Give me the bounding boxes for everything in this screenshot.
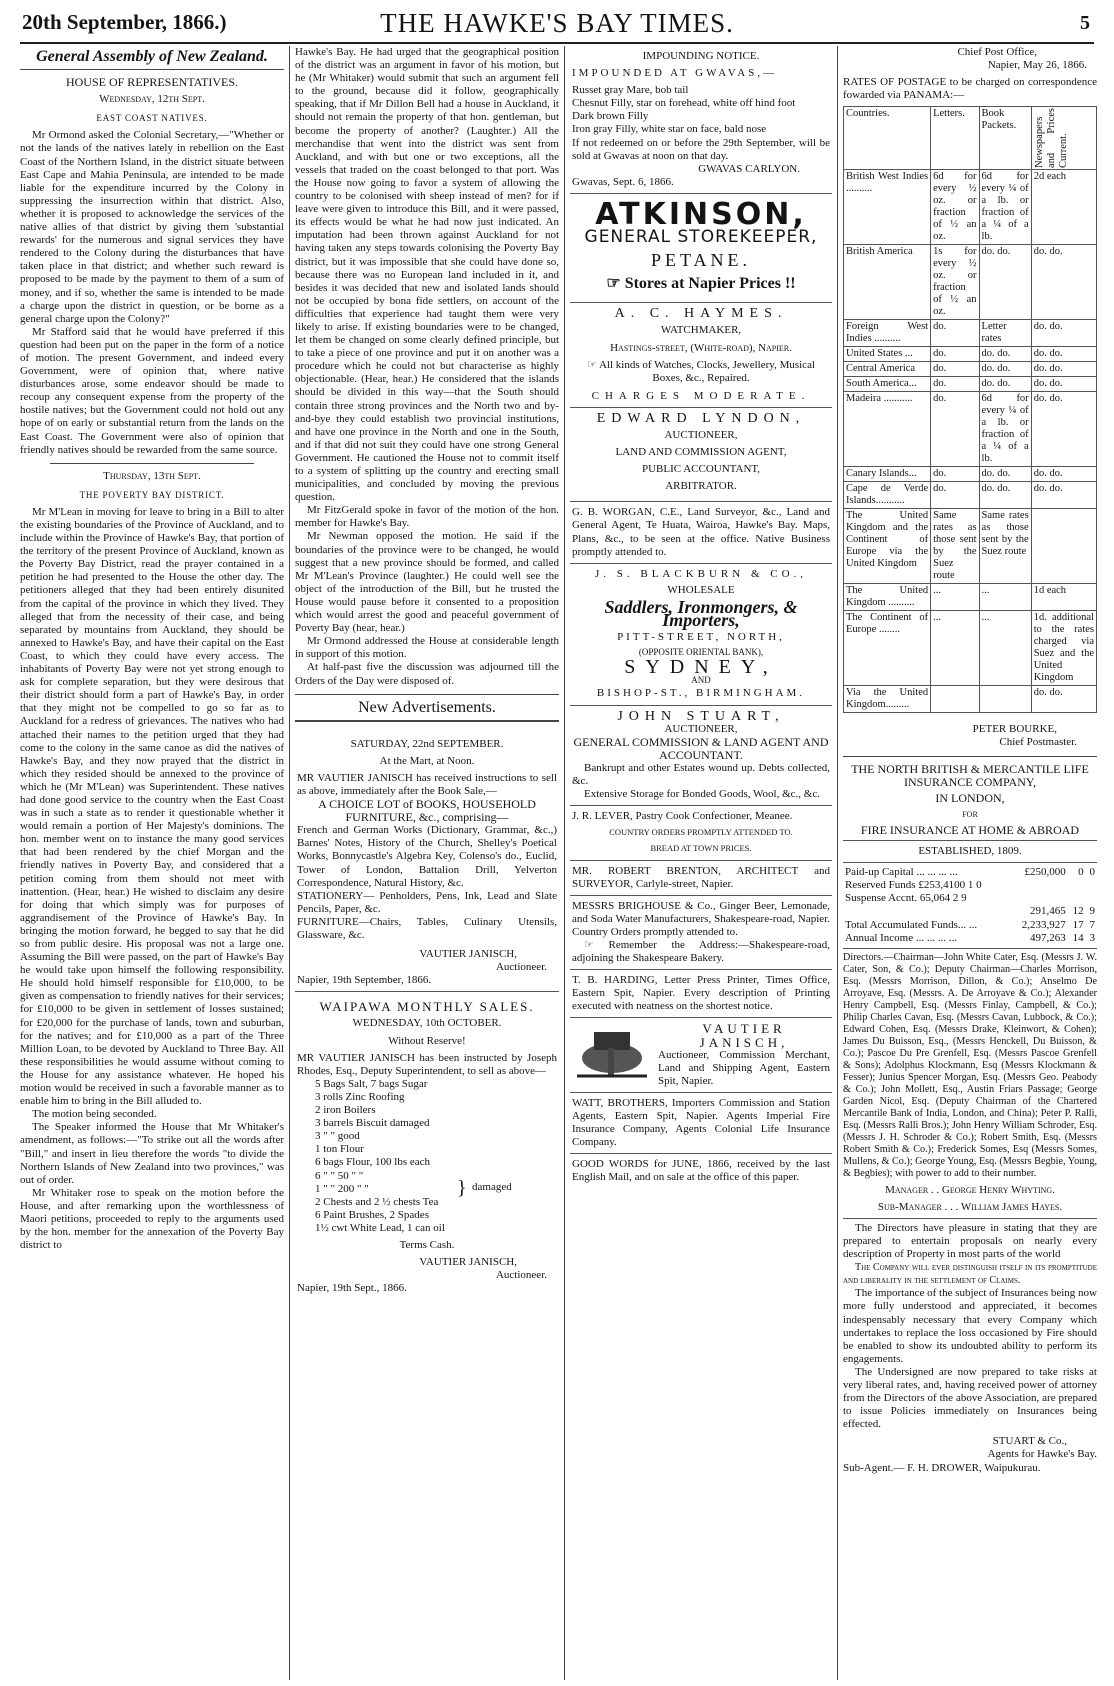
table-cell: 1d. additional to the rates charged via Suez and the United Kingdom <box>1031 611 1096 686</box>
notice-date: Gwavas, Sept. 6, 1866. <box>572 175 674 188</box>
table-cell: 1d each <box>1031 584 1096 611</box>
funds-row <box>843 905 1097 918</box>
funds-cell: 14 <box>1072 931 1084 944</box>
sale-item: 3 barrels Biscuit damaged <box>315 1117 430 1130</box>
funds-cell: 0 <box>1089 866 1095 879</box>
paragraph: The Directors have pleasure in stating that they are prepared to entertain proposals on nearly every description of Property in most parts of the world <box>843 1221 1097 1261</box>
sale-furniture: FURNITURE—Chairs, Tables, Culinary Utensils, Glassware, &c. <box>297 915 557 941</box>
funds-cell <box>1086 879 1097 892</box>
notice-note: If not redeemed on or before the 29th September, will be sold at Gwavas at noon on that day. <box>572 136 830 162</box>
table-cell: do. do. <box>1031 377 1096 392</box>
sale-books: French and German Works (Dictionary, Grammar, &c.,) Barnes' Notes, History of the Church, Shelley's Poetical Works, Bonnycastle's Algebra Key, Colenso's do., Euclid, Tower of London, Battalion Drill, Yelverton Correspondence, Natural History, &c. <box>297 824 557 889</box>
table-cell: ... <box>979 611 1031 686</box>
advertiser-line: PUBLIC ACCOUNTANT, <box>641 463 761 476</box>
table-cell <box>1031 509 1096 584</box>
table-row <box>844 320 1097 347</box>
funds-cell <box>1068 879 1086 892</box>
table-row <box>844 584 1097 611</box>
table-cell: do. do. <box>1031 347 1096 362</box>
paragraph: Mr Stafford said that he would have preferred if this question had been put on the paper in the form of a notice of motion. The present Government, and indeed every Government, were of opinion that, where native disturbances arose, some endeavor should be made to recoup any consequent expense from the property of the hostile natives; but the Government could not hold out any hope of on early or substantial return from the lands on the East Coast. The Government were also of opinion that friendly natives should be rewarded from the same source. <box>20 325 284 456</box>
auctioneer-name: VAUTIER JANISCH, <box>419 1256 517 1269</box>
funds-table <box>843 866 1097 945</box>
topic-heading: THE POVERTY BAY DISTRICT. <box>79 489 225 500</box>
funds-cell: 2,233,927 <box>1021 918 1066 931</box>
column-2 <box>295 46 559 1682</box>
insurance-advertisement <box>843 763 1097 1475</box>
table-cell: do. do. <box>979 245 1031 320</box>
table-cell: Cape de Verde Islands........... <box>844 482 931 509</box>
remember-text: Remember the Address:—Shakespeare-road, adjoining the Shakespeare Bakery. <box>572 938 830 965</box>
table-cell: do. do. <box>1031 392 1096 467</box>
blackburn-advertisement <box>570 564 832 706</box>
advertiser-line: WHOLESALE <box>667 583 735 596</box>
column-4 <box>843 46 1097 1682</box>
paragraph: The Company will ever distinguish itself in its promptitude and liberality in the settlement of Claims. <box>843 1262 1097 1287</box>
sale-reserve: Without Reserve! <box>388 1034 466 1047</box>
advertisement-text: GOOD WORDS for JUNE, 1866, received by the last English Mail, and on sale at the office of this paper. <box>572 1158 830 1184</box>
table-cell: Via the United Kingdom......... <box>844 686 931 713</box>
table-cell <box>931 686 979 713</box>
postage-rates-body <box>844 170 1097 713</box>
table-cell: British America <box>844 245 931 320</box>
paragraph: Hawke's Bay. He had urged that the geographical position of the district was an argument in favor of his motion, but he (Mr Whitaker) would submit that such an argument fell to the ground, because did it follow, geographically speaking, that if Mr Dillon Bell had a house in Auckland, it should not remain the property of that hon. gentleman, but become the property of another? (Laughter.) All the merchandise that went into the district was sent from Auckland, and with but one or two exceptions, all the vessels that traded on the coast belonged to that port. Was the House now going to favor a system of allowing the country to be colonised with sheep instead of men? for if leave were given to introduce this Bill, and it were passed, its effects would be what he had now just indicated. An imputation had been thrown against Auckland for not having taken any steps towards colonising the Poverty Bay district, but it was impossible that she could have done so, because there was no European land included in it, and besides it was decided that new and isolated lands should not be occupied by bona fide settlers, on account of the difficulties that experience had taught them were very likely to arise. If existing boundaries were to be changed, let them be changed on some clearly defined principle, but to take a piece of one province and put it on another was a procedure which he could not but characterise as highly objectionable. (Hear, hear.) He considered that the islands should be divided in this way—that the South should contain three strong provinces and the North two and by-and-bye they could establish two provincial institutions, and have one province in the North and one in the South, and if that did not suit they could have one strong General Government. He cautioned the House not to commit itself to a system of splitting up the country and erecting small municipalities, and concluded by moving the previous question. <box>295 46 559 504</box>
pointing-hand-icon: ☞ <box>584 938 609 951</box>
table-cell: do. <box>931 482 979 509</box>
advertiser-line: LAND AND COMMISSION AGENT, <box>615 446 787 459</box>
advertiser-line: ARBITRATOR. <box>665 480 737 493</box>
notice-title: IMPOUNDING NOTICE. <box>642 50 760 62</box>
sale-stationery: STATIONERY— Penholders, Pens, Ink, Lead and Slate Pencils, Paper, &c. <box>297 889 557 915</box>
sale-title: WAIPAWA MONTHLY SALES. <box>319 999 535 1015</box>
sub-agent-line: Sub-Agent.— F. H. DROWER, Waipukurau. <box>843 1461 1041 1474</box>
notice-line: Chesnut Filly, star on forehead, white off hind foot <box>572 97 796 110</box>
table-cell: do. do. <box>1031 482 1096 509</box>
advertisement-text: WATT, BROTHERS, Importers Commission and Station Agents, Eastern Spit, Napier. Agents Imperial Fire Insurance Company, Agents Colonial Life Insurance Company. <box>572 1096 830 1149</box>
advertiser-city: SYDNEY, <box>624 656 778 679</box>
table-cell: do. do. <box>1031 320 1096 347</box>
day-heading: Wednesday, 12th Sept. <box>99 93 205 106</box>
table-row <box>844 611 1097 686</box>
paragraph: Mr Ormond asked the Colonial Secretary,—"Whether or not the lands of the natives lately in rebellion on the East Coast of the Northern Island, in the district situate between East Cape and Mahia Peninsula, are intended to be made liable for the expenditure incurred by the Colony in suppressing the insurrection within that district. Also, whether it is proposed to acknowledge the services of the native allies of that district by giving them 'substantial rewards' for the numerous and signal services they have rendered to the Colony during the disturbances that have taken place in that district; and whether such reward is proposed to be made by the payment to them of a sum of money, and if so, whether the same is intended to be made a charge upon the district in question, or be borne as a general charge upon the Colony?" <box>20 129 284 325</box>
advertiser-name: J. S. BLACKBURN & CO., <box>594 567 808 580</box>
advertiser-address: Hastings-street, (White-road), Napier. <box>610 341 792 354</box>
advertiser-line: AND <box>691 675 711 686</box>
table-cell: 6d for every ¼ of a lb. or fraction of a ¼ of a lb. <box>979 392 1031 467</box>
paragraph: Mr Ormond addressed the House at considerable length in support of this motion. <box>295 635 559 661</box>
paragraph: At half-past five the discussion was adjourned till the Orders of the Day were disposed of. <box>295 661 559 687</box>
advertisement-text: G. B. WORGAN, C.E., Land Surveyor, &c., Land and General Agent, Te Huata, Wairoa, Hawke's Bay. Maps, Plans, &c., to be seen at the office. Native Business promptly attended to. <box>572 506 830 558</box>
page-number: 5 <box>1080 12 1090 34</box>
notice-intro: IMPOUNDED AT GWAVAS,— <box>572 67 778 80</box>
company-business: FIRE INSURANCE AT HOME & ABROAD <box>860 822 1080 837</box>
section-title: General Assembly of New Zealand. <box>36 48 268 65</box>
auctioneer-role: Auctioneer. <box>495 1269 547 1282</box>
harding-advertisement <box>570 970 832 1018</box>
table-cell: The United Kingdom .......... <box>844 584 931 611</box>
postmaster-name: PETER BOURKE, <box>972 723 1057 736</box>
good-words-advertisement <box>570 1154 832 1188</box>
table-cell: Letter rates <box>979 320 1031 347</box>
notice-signature: GWAVAS CARLYON. <box>698 162 800 175</box>
table-cell: ... <box>931 611 979 686</box>
advertiser-line: AUCTIONEER, <box>664 428 738 441</box>
sale-item: 5 Bags Salt, 7 bags Sugar <box>315 1077 428 1090</box>
sale-place: At the Mart, at Noon. <box>379 754 475 767</box>
funds-cell: 12 <box>1072 905 1084 918</box>
column-header: Countries. <box>844 107 931 170</box>
funds-cell: Annual Income ... ... ... ... <box>845 931 958 944</box>
table-row <box>844 377 1097 392</box>
lever-advertisement <box>570 806 832 860</box>
charges-line: CHARGES MODERATE. <box>591 389 811 402</box>
funds-cell: Paid-up Capital ... ... ... ... <box>845 866 958 879</box>
table-row <box>844 392 1097 467</box>
table-cell: The Continent of Europe ........ <box>844 611 931 686</box>
funds-cell <box>1086 892 1097 905</box>
advertiser-trade: Saddlers, Ironmongers, & Importers, <box>604 596 798 630</box>
table-cell: do. do. <box>979 482 1031 509</box>
table-header-row <box>844 107 1097 170</box>
funds-cell <box>1068 892 1086 905</box>
funds-cell <box>1011 879 1068 892</box>
table-cell <box>979 686 1031 713</box>
funds-row <box>843 892 1097 905</box>
advertisement-text: MR. ROBERT BRENTON, ARCHITECT and SURVEYOR, Carlyle-street, Napier. <box>572 864 830 890</box>
advertiser-line: COUNTRY ORDERS PROMPTLY ATTENDED TO. <box>609 827 793 838</box>
table-cell: do. <box>931 392 979 467</box>
janisch-advertisement <box>570 1018 832 1092</box>
pointing-hand-icon: ☞ <box>586 358 599 371</box>
table-cell: South America... <box>844 377 931 392</box>
table-cell: do. do. <box>1031 245 1096 320</box>
notice-line: Iron gray Filly, white star on face, bald nose <box>572 123 767 136</box>
column-rule <box>837 46 838 1680</box>
advertisement-text: T. B. HARDING, Letter Press Printer, Times Office, Eastern Spit, Napier. Every description of Printing executed with neatness on the shortest notice. <box>572 974 830 1013</box>
sale-intro: MR VAUTIER JANISCH has received instructions to sell as above, immediately after the Book Sale,— <box>297 771 557 797</box>
sale-item: 3 " " good <box>315 1130 360 1143</box>
auctioneer-role: Auctioneer. <box>495 961 547 974</box>
table-row <box>844 482 1097 509</box>
table-cell: do. do. <box>1031 686 1096 713</box>
new-advertisements-heading: New Advertisements. <box>358 698 496 716</box>
atkinson-advertisement <box>570 194 832 303</box>
prices-text: Stores at Napier Prices !! <box>624 275 796 293</box>
sale-date-line: Napier, 19th Sept., 1866. <box>297 1282 407 1295</box>
advertiser-name: VAUTIER JANISCH, <box>699 1021 789 1050</box>
funds-cell: 0 <box>1078 866 1084 879</box>
haymes-advertisement <box>570 303 832 408</box>
funds-row <box>843 932 1097 945</box>
post-office-name: Chief Post Office, <box>957 46 1037 58</box>
advertiser-line: BREAD AT TOWN PRICES. <box>650 843 752 854</box>
issue-date: 20th September, 1866.) <box>22 10 227 34</box>
sale-item: 2 iron Boilers <box>315 1104 376 1117</box>
funds-cell: 9 <box>1089 905 1095 918</box>
newspaper-title: THE HAWKE'S BAY TIMES. <box>380 8 734 38</box>
paragraph: The importance of the subject of Insurances being now more fully understood and appreciated, it becomes indespensably necessary that every Company which undertakes to replace the loss occasioned by Fire should be enabled to show its undoubted ability to perform its engagements. <box>843 1287 1097 1365</box>
table-cell: ... <box>931 584 979 611</box>
postage-rates-table <box>843 106 1097 713</box>
sale-item-list <box>297 1078 557 1235</box>
sale-item: 6 Paint Brushes, 2 Spades <box>315 1208 429 1221</box>
advertiser-line: GENERAL COMMISSION & LAND AGENT AND ACCOUNTANT. <box>573 734 829 762</box>
column-header: Book Packets. <box>979 107 1031 170</box>
table-cell: do. <box>931 377 979 392</box>
agent-name: STUART & Co., <box>992 1435 1067 1448</box>
topic-heading: EAST COAST NATIVES. <box>96 113 208 124</box>
funds-cell: Suspense Accnt. 65,064 2 9 <box>845 892 967 905</box>
column-rule <box>289 46 290 1680</box>
advertiser-place: PETANE. <box>650 250 752 271</box>
sale-item: 3 rolls Zinc Roofing <box>315 1090 405 1103</box>
funds-cell: Reserved Funds £253,4100 1 0 <box>845 879 982 892</box>
table-cell: do. <box>931 362 979 377</box>
table-cell: 2d each <box>1031 170 1096 245</box>
funds-cell: 497,263 <box>1030 931 1066 944</box>
table-row <box>844 467 1097 482</box>
advertisement-text: MESSRS BRIGHOUSE & Co., Ginger Beer, Lemonade, and Soda Water Manufacturers, Shakespeare-road, Napier. Country Orders promptly attended to. <box>572 899 830 938</box>
advertiser-line: Auctioneer, Commission Merchant, Land and Shipping Agent, Eastern Spit, Napier. <box>658 1048 830 1087</box>
manager-line: Manager . . George Henry Whyting. <box>885 1183 1055 1196</box>
stuart-advertisement <box>570 706 832 807</box>
paragraph: The motion being seconded. <box>32 1108 157 1121</box>
column-3 <box>570 46 832 1682</box>
table-cell: Madeira ........... <box>844 392 931 467</box>
paragraph: The Speaker informed the House that Mr Whitaker's amendment, as follows:—"To strike out all the words after "Bill," and insert in lieu therefore the words "to divide the Northern Islands of New Zealand into two provinces," was out of order. <box>20 1121 284 1186</box>
paragraph: The Undersigned are now prepared to take risks at very liberal rates, and, having received power of attorney from the Directors of the above Association, are prepared to issue Policies immediately on Insurances being effected. <box>843 1365 1097 1431</box>
sale-item: 1 " " 200 " " <box>315 1182 369 1195</box>
damaged-note: damaged <box>472 1180 512 1193</box>
postmaster-role: Chief Postmaster. <box>999 736 1077 749</box>
advertisement-remember <box>572 939 830 965</box>
paragraph: Mr M'Lean in moving for leave to bring in a Bill to alter the existing boundaries of the Province of Auckland, and to include within the Province of Hawke's Bay, that portion of the territory of the present Province of Auckland, known as the Poverty Bay District, read the prayer contained in a petition he had presented to the House the other day. The petitioners alleged that they had been entirely disunited from the capital of the province in which they lived. They alleged that from the necessity of their case, and being separated by mountains from Auckland, they should be annexed to Hawke's Bay, and have their capital on the East Coast, to which they could have every access. The inhabitants of Poverty Bay were not yet strong enough to ask for complete separation, but they were desirous that their district should form a part of Hawke's Bay, in order that they might not be compelled to go so far as to Auckland for a redress of grievances. The natives who had attached their names to the petition urged that they had come to the colony in the same canoe as did the natives of Hawke's Bay, and they now prayed that the district in which they resided should be annexed to the province of which he (Mr M'Lean) was Superintendent. These natives had done good service to the country when the East Coast was in such a state as to render it questionable whether it would remain a portion of Her Majesty's dominions. The hon. member went on to instance the many good services that had been rendered by the chief Morgan and the friendly natives in Poverty Bay, and considered that a petition coming from them should not meet with inattention. (Hear, hear.) He wished to disclaim any desire for doing that which simply was for purposes of aggrandisement of the Province of Hawke's Bay. In bringing the motion forward, he begged to say that he did so from public desire. His proposal was not a large one. Assuming the Bill were passed, on the part of Hawke's Bay he would take upon himself the following responsibility. He should hold himself responsible for £10,000, to be given as compensation to friendly natives for their services; for £10,000 to be given in settlement of losses sustained; for £20,000 for the purchase of lands, town and suburban, for the natives; and for £10,000 as a part of the Three Million Loan, to be devoted by Auckland to Three Bay. All these responsibilities he would assume without coming to the House for any assistance whatever. He hoped his motion would be received in such a favorable manner as to enable him to bring in the Bill alluded to. <box>20 505 284 1108</box>
column-header-text: Newspapers and Prices Current. <box>1033 108 1069 169</box>
column-header: Letters. <box>931 107 979 170</box>
sale-advertisement <box>295 728 559 993</box>
company-for: FOR <box>962 809 978 819</box>
column-1 <box>20 46 284 1682</box>
table-cell: do. do. <box>1031 467 1096 482</box>
table-cell: Central America <box>844 362 931 377</box>
funds-cell: 291,465 <box>1030 905 1066 918</box>
stock-line <box>572 359 830 385</box>
postage-intro: RATES OF POSTAGE to be charged on correspondence fowarded via PANAMA:— <box>843 76 1097 102</box>
funds-row <box>843 919 1097 932</box>
column-rule <box>564 46 565 1680</box>
funds-table-body <box>843 866 1097 945</box>
notice-line: Russet gray Mare, bob tail <box>572 84 689 97</box>
sub-manager-line: Sub-Manager . . . William James Hayes. <box>877 1200 1063 1213</box>
sale-item: 6 bags Flour, 100 lbs each <box>315 1156 431 1169</box>
table-row <box>844 362 1097 377</box>
agent-role: Agents for Hawke's Bay. <box>987 1448 1097 1461</box>
advertiser-name: J. R. LEVER, Pastry Cook Confectioner, Meanee. <box>572 810 793 823</box>
table-row <box>844 347 1097 362</box>
advertiser-name: EDWARD LYNDON, <box>596 410 806 426</box>
advertiser-line: PITT-STREET, NORTH, <box>617 631 785 644</box>
table-cell: Same rates as those sent by the Suez route <box>931 509 979 584</box>
lyndon-advertisement <box>570 408 832 502</box>
advertiser-name: A. C. HAYMES. <box>614 306 788 322</box>
advertiser-name: ATKINSON, <box>595 196 807 232</box>
table-cell: 1s for every ½ oz. or fraction of ½ an oz. <box>931 245 979 320</box>
funds-cell <box>1011 892 1068 905</box>
impounding-notice <box>570 46 832 194</box>
notice-line: Dark brown Filly <box>572 110 649 123</box>
stock-text: All kinds of Watches, Clocks, Jewellery, Musical Boxes, &c., Repaired. <box>598 358 816 384</box>
table-row <box>844 170 1097 245</box>
sale-date: SATURDAY, 22nd SEPTEMBER. <box>350 737 504 750</box>
table-cell: 6d for every ¼ of a lb. or fraction of a ¼ of a lb. <box>979 170 1031 245</box>
advertiser-line: Bankrupt and other Estates wound up. Debts collected, &c. <box>572 761 830 788</box>
sale-intro: MR VAUTIER JANISCH has been instructed by Joseph Rhodes, Esq., Deputy Superintendent, to sell as above— <box>297 1051 557 1077</box>
funds-cell: £250,000 <box>1024 866 1066 879</box>
watt-advertisement <box>570 1093 832 1154</box>
brighouse-advertisement <box>570 896 832 970</box>
column-header <box>1031 107 1096 170</box>
table-cell: United States ... <box>844 347 931 362</box>
brenton-advertisement <box>570 861 832 896</box>
advertiser-line: Extensive Storage for Bonded Goods, Wool, &c., &c. <box>584 788 820 801</box>
pointing-hand-icon: ☞ <box>606 275 625 293</box>
funds-cell: 17 <box>1072 918 1084 931</box>
sale-terms: Terms Cash. <box>399 1238 455 1251</box>
post-office-date: Napier, May 26, 1866. <box>987 59 1087 72</box>
prices-line <box>572 275 830 293</box>
sale-item: 1½ cwt White Lead, 1 can oil <box>315 1221 445 1234</box>
table-cell: Foreign West Indies .......... <box>844 320 931 347</box>
sale-lot: A CHOICE LOT of BOOKS, HOUSEHOLD FURNITURE, &c., comprising— <box>318 797 536 825</box>
funds-cell: Total Accumulated Funds... ... <box>845 918 978 931</box>
waipawa-sale-advertisement <box>295 992 559 1299</box>
table-row <box>844 509 1097 584</box>
table-cell: British West Indies .......... <box>844 170 931 245</box>
company-location: IN LONDON, <box>935 790 1005 805</box>
advertiser-trade: GENERAL STOREKEEPER, <box>584 227 818 248</box>
table-cell: do. <box>931 467 979 482</box>
brace-icon: } <box>457 1176 467 1199</box>
funds-cell: 7 <box>1089 918 1095 931</box>
table-cell: Canary Islands... <box>844 467 931 482</box>
masthead <box>20 6 1094 44</box>
table-cell: do. do. <box>979 362 1031 377</box>
sale-item: 2 Chests and 2 ½ chests Tea <box>315 1195 439 1208</box>
sale-date: WEDNESDAY, 10th OCTOBER. <box>352 1017 502 1030</box>
table-cell: do. do. <box>1031 362 1096 377</box>
company-established: ESTABLISHED, 1809. <box>918 845 1022 858</box>
table-cell: ... <box>979 584 1031 611</box>
table-cell: do. do. <box>979 467 1031 482</box>
advertiser-name: JOHN STUART, <box>617 708 785 724</box>
day-heading: Thursday, 13th Sept. <box>103 469 201 482</box>
table-row <box>844 245 1097 320</box>
table-cell: do. do. <box>979 347 1031 362</box>
table-cell: do. <box>931 320 979 347</box>
sale-item: 1 ton Flour <box>315 1143 364 1156</box>
paragraph: Mr Newman opposed the motion. He said if the boundaries of the province were to be changed, he would suggest that a new province should be formed, and called Mr M'Lean's Province (laughter.) He could well see the object of the introduction of the Bill, but he trusted the House would pause before it consented to a proposition which would arrest the good and peaceful government of Poverty Bay (hear, hear.) <box>295 530 559 635</box>
funds-row <box>843 879 1097 892</box>
auction-hammer-illustration <box>572 1024 652 1082</box>
worgan-advertisement <box>570 502 832 563</box>
paragraph: Mr Whitaker rose to speak on the motion before the House, and after remarking upon the worthlessness of Maori petitions, proceeded to reply to the arguments used by the hon. member for the annexation of the Poverty Bay district to <box>20 1186 284 1252</box>
table-row <box>844 686 1097 713</box>
table-cell: 6d for every ½ oz. or fraction of ½ an oz. <box>931 170 979 245</box>
funds-row <box>843 866 1097 879</box>
sale-date-line: Napier, 19th September, 1866. <box>297 974 432 987</box>
table-cell: do. <box>931 347 979 362</box>
paragraph: Mr FitzGerald spoke in favor of the motion of the hon. member for Hawke's Bay. <box>295 504 559 530</box>
table-cell: Same rates as those sent by the Suez route <box>979 509 1031 584</box>
company-name: THE NORTH BRITISH & MERCANTILE LIFE INSURANCE COMPANY, <box>851 761 1089 789</box>
directors-list: Directors.—Chairman—John White Cater, Esq. (Messrs J. W. Cater, Son, & Co.); Deputy Chairman—Charles Morrison, Esq. (Messrs Morrison, Dillon, & Co.); Anselmo De Arroyave, Esq. (Messrs. A. De Arroyave & Co.); Alexander Henry Campbell, Esq. (Messrs Finlay, Campbell, & Co.); Philip Charles Cavan, Esq. (Messrs Cavan, Lubbock, & Co.); Edward Cohen, Esq. (Messrs Drake, Kleinwort, & Cohen); James Du Buisson, Esq., (Messrs Henckell, Du Buisson, & Co.); Pascoe Du Pre Grenfell, Esq. (Messrs Pascoe Grenfell & Sons); Adolphus Klockmann, Esq (Messrs Klockmann & Fesser); Junius Spencer Morgan, Esq. (Messrs Geo. Peabody & Co.); John Mollett, Esq., Austin Friars Passage; George Garden Nicol, Esq. (Deputy Chairman of the Chartered Mercantile Bank of India, London, and China); Peter P. Ralli, Esq. (Messrs Ralli Bros.); John Henry William Schroder, Esq. (Messrs J. H. Schroder & Co.); Robert Smith, Esq. (Messrs Robert Smith & Co.); Frederick Somes, Esq (Messrs Somes, Mullens, & Co.); George Young, Esq. (Messrs Begbie, Young, & Begbies); with power to add to their number. <box>843 951 1097 1179</box>
advertiser-line: AUCTIONEER, <box>664 722 738 735</box>
advertiser-trade: WATCHMAKER, <box>660 324 742 337</box>
funds-cell <box>843 905 1011 918</box>
house-heading: HOUSE OF REPRESENTATIVES. <box>65 75 239 90</box>
advertiser-line: BISHOP-ST., BIRMINGHAM. <box>596 687 806 700</box>
table-cell: do. do. <box>979 377 1031 392</box>
advertiser-line: (OPPOSITE ORIENTAL BANK), <box>638 647 764 658</box>
sale-item: 6 " " 50 " " <box>315 1169 364 1182</box>
auctioneer-name: VAUTIER JANISCH, <box>419 948 517 961</box>
table-cell: The United Kingdom and the Continent of Europe via the United Kingdom <box>844 509 931 584</box>
funds-cell: 3 <box>1089 931 1095 944</box>
